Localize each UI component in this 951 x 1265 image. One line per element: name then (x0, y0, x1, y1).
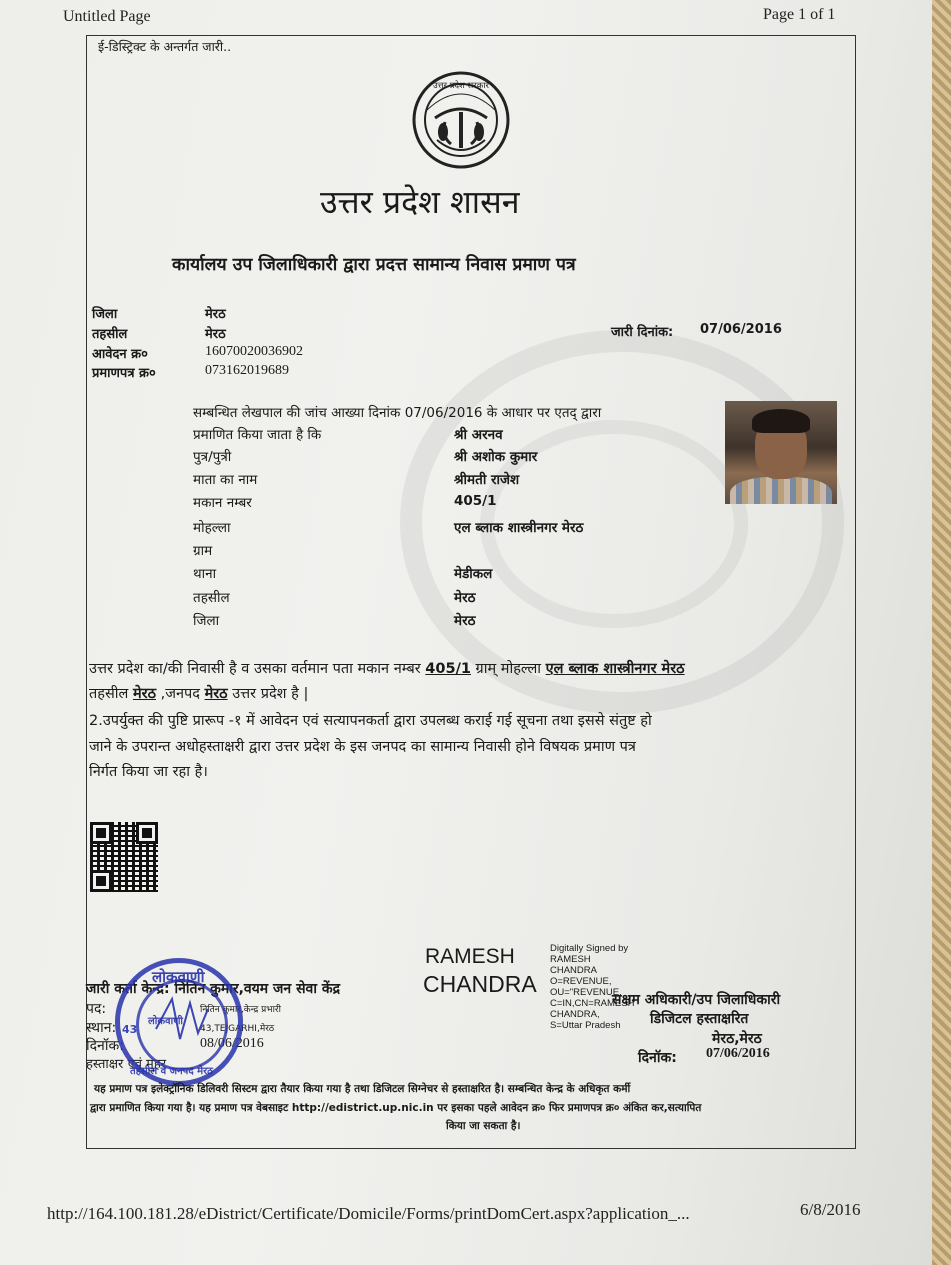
tehsil-value: मेरठ (205, 327, 226, 342)
issuer-post-value: नितिन कुमार,केन्द्र प्रभारी (200, 1005, 281, 1015)
application-label: आवेदन क्र० (92, 347, 148, 362)
district-value: मेरठ (205, 307, 226, 322)
residence-text-5: उत्तर प्रदेश है | (227, 686, 309, 702)
digital-sig-line: O=REVENUE, (550, 976, 612, 987)
certificate-subtitle: कार्यालय उप जिलाधिकारी द्वारा प्रदत्त सामान्य निवास प्रमाण पत्र (172, 255, 576, 275)
residence-district: मेरठ (204, 686, 228, 702)
detail-value-mohalla: एल ब्लाक शास्त्रीनगर मेरठ (454, 520, 584, 536)
print-url: http://164.100.181.28/eDistrict/Certificate/Domicile/Forms/printDomCert.aspx?application_... (47, 1204, 690, 1223)
confirmation-line-1: 2.उपर्युक्त की पुष्टि प्रारूप -१ में आवेदन एवं सत्यापनकर्ता द्वारा उपलब्ध कराई गई सूचना तथा इससे संतुष्ट हो (89, 713, 652, 729)
authority-digital-signed: डिजिटल हस्ताक्षरित (650, 1011, 749, 1027)
applicant-photo (725, 401, 837, 504)
tehsil-label: तहसील (92, 327, 128, 342)
district-label: जिला (92, 307, 118, 322)
issuer-place-value: 43,TEJGARHI,मेरठ (200, 1024, 275, 1034)
stamp-text-top: लोकवाणी (152, 968, 205, 986)
footer-line-1: यह प्रमाण पत्र इलेक्ट्रॉनिक डिलिवरी सिस्टम द्वारा तैयार किया गया है तथा डिजिटल सिग्नेचर से हस्ताक्षरित है। सम्बन्धित केन्द्र के अधिकृत कर्मी (94, 1083, 631, 1095)
issuer-post-label: पद: (86, 1001, 107, 1017)
residence-text-2: ग्राम् मोहल्ला (470, 661, 546, 677)
residence-text-3: तहसील (89, 686, 133, 702)
intro-line: सम्बन्धित लेखपाल की जांच आख्या दिनांक 07/06/2016 के आधार पर एतद् द्वारा (193, 405, 602, 421)
issuer-sign-label: हस्ताक्षर एवं मुहर (86, 1057, 167, 1072)
residence-text-4: ,जनपद (156, 686, 205, 702)
print-page-number: Page 1 of 1 (763, 6, 836, 23)
confirmation-line-2: जाने के उपरान्त अधोहस्ताक्षरी द्वारा उत्तर प्रदेश के इस जनपद का सामान्य निवासी होने विषयक प्रमाण पत्र (89, 739, 636, 755)
confirmation-line-3: निर्गत किया जा रहा है। (89, 764, 208, 780)
detail-label-certified: प्रमाणित किया जाता है कि (193, 427, 322, 443)
digital-signature-block (550, 943, 634, 1031)
qr-code (90, 822, 158, 892)
digital-sig-line: S=Uttar Pradesh (550, 1020, 621, 1031)
residence-tehsil: मेरठ (132, 686, 156, 702)
issuing-center: जारी कर्ता केन्द्र: नितिन कुमार,वयम जन सेवा केंद्र (86, 981, 341, 997)
main-title: उत्तर प्रदेश शासन (320, 183, 520, 221)
detail-value-mother: श्रीमती राजेश (454, 472, 520, 488)
detail-label-house: मकान नम्बर (193, 495, 252, 511)
detail-value-police-station: मेडीकल (454, 566, 493, 582)
detail-value-father: श्री अशोक कुमार (454, 449, 538, 465)
detail-value-tehsil: मेरठ (454, 590, 476, 606)
stamp-text-bottom: तहसील व जनपद मेरठ (130, 1066, 213, 1077)
detail-value-name: श्री अरनव (454, 427, 503, 443)
issuer-place-label: स्थान: (86, 1020, 117, 1036)
issue-date: 07/06/2016 (700, 322, 782, 337)
residence-statement (89, 658, 685, 680)
residence-house-number: 405/1 (425, 661, 471, 677)
signer-name-line2: CHANDRA (423, 971, 537, 997)
authority-place: मेरठ,मेरठ (712, 1031, 762, 1047)
print-date: 6/8/2016 (800, 1200, 861, 1219)
detail-label-mohalla: मोहल्ला (193, 520, 231, 536)
detail-label-district: जिला (193, 613, 220, 629)
authority-date-label: दिनॉक: (638, 1050, 677, 1066)
footer-line-2: द्वारा प्रमाणित किया गया है। यह प्रमाण पत्र वेबसाइट http://edistrict.up.nic.in पर इसका पहले आवेदन क्र० फिर प्रमाणपत्र क्र० अंकित कर,सत्यापित (90, 1102, 702, 1114)
residence-text-1: उत्तर प्रदेश का/की निवासी है व उसका वर्तमान पता मकान नम्बर (89, 661, 426, 677)
digital-sig-line: Digitally Signed by (550, 943, 629, 954)
wicker-background (932, 0, 951, 1265)
stamp-text-side: 43 (122, 1023, 138, 1036)
application-number: 16070020036902 (205, 344, 303, 359)
issuer-date-value: 08/06/2016 (200, 1036, 264, 1051)
stamp-signature-icon (150, 989, 214, 1053)
detail-value-district: मेरठ (454, 613, 476, 629)
certificate-number: 073162019689 (205, 363, 289, 378)
signer-name-line1: RAMESH (425, 945, 515, 968)
authority-title: सक्षम अधिकारी/उप जिलाधिकारी (612, 992, 781, 1008)
stamp-text-middle: लोकवाणी (148, 1016, 184, 1027)
digital-sig-line: CHANDRA, (550, 1009, 600, 1020)
digital-sig-line: OU="REVENUE, (550, 987, 622, 998)
certificate-label: प्रमाणपत्र क्र० (92, 366, 156, 381)
digital-sig-line: CHANDRA (550, 965, 597, 976)
residence-mohalla: एल ब्लाक शास्त्रीनगर मेरठ (545, 661, 685, 677)
print-page-title: Untitled Page (63, 8, 151, 25)
footer-line-3: किया जा सकता है। (446, 1120, 521, 1132)
digital-sig-line: C=IN,CN=RAMESH (550, 998, 635, 1009)
digital-sig-line: RAMESH (550, 954, 591, 965)
detail-value-house: 405/1 (454, 493, 497, 509)
detail-label-village: ग्राम (193, 543, 213, 559)
detail-label-police-station: थाना (193, 566, 217, 582)
issuer-date-label: दिनॉक: (86, 1038, 124, 1054)
office-seal-stamp (115, 958, 243, 1086)
emblem-text: उत्तर प्रदेश सरकार (433, 81, 489, 91)
detail-label-mother: माता का नाम (193, 472, 258, 488)
detail-label-tehsil: तहसील (193, 590, 230, 606)
issue-date-label: जारी दिनांक: (611, 325, 674, 340)
issued-under-text: ई-डिस्ट्रिक्ट के अन्तर्गत जारी.. (98, 39, 232, 54)
detail-label-son-of: पुत्र/पुत्री (193, 449, 232, 465)
residence-statement-line2 (89, 683, 308, 705)
authority-date: 07/06/2016 (706, 1046, 770, 1061)
